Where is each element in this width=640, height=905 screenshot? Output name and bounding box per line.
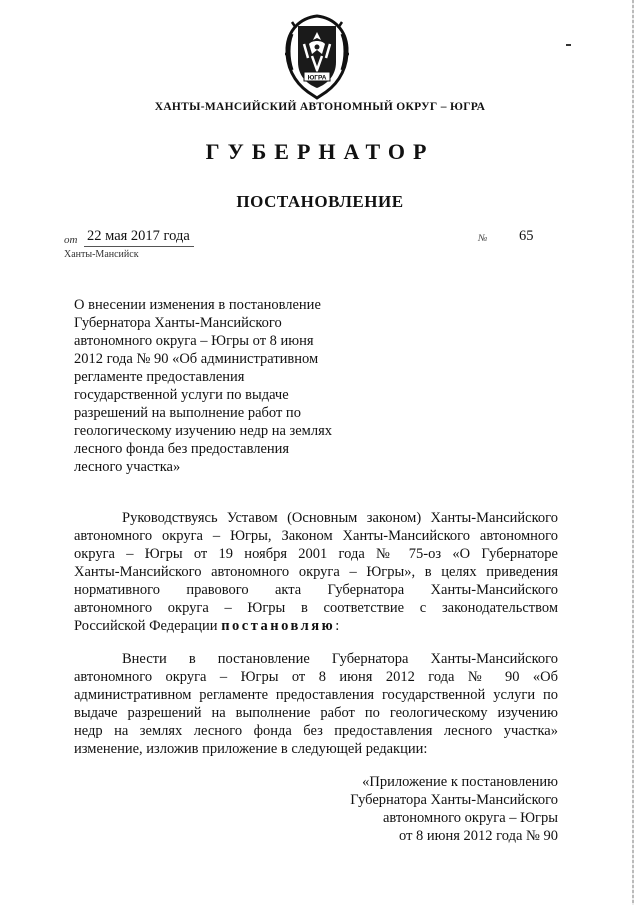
subject-line: государственной услуги по выдаче [74, 387, 289, 403]
appendix-line: от 8 июня 2012 года № 90 [399, 828, 558, 844]
resolve-lead: Российской Федерации [74, 618, 222, 634]
document-number: 65 [519, 228, 534, 244]
date-underline [84, 246, 194, 247]
number-prefix: № [478, 233, 488, 244]
paragraph-line [74, 617, 558, 635]
subject-line: Губернатора Ханты-Мансийского [74, 315, 282, 331]
subject-line: 2012 года № 90 «Об административном [74, 351, 319, 367]
subject-line: геологическому изучению недр на землях [74, 423, 333, 439]
emblem-ribbon-text: ЮГРА [307, 74, 327, 82]
coat-of-arms-emblem [282, 14, 352, 100]
scan-edge [632, 0, 634, 905]
paragraph-line: Руководствуясь Уставом (Основным законом) Ханты-Мансийского [122, 510, 558, 526]
paragraph-line: изменение, изложив приложение в следующей редакции: [74, 741, 428, 757]
subject-line: разрешений на выполнение работ по [74, 405, 301, 421]
appendix-line: автономного округа – Югры [382, 810, 558, 826]
preamble-paragraph [74, 509, 558, 635]
paragraph-line: Внести в постановление Губернатора Ханты-Мансийского [122, 651, 558, 667]
paragraph-line: административном регламенте предоставления государственной услуги по [74, 687, 558, 703]
document-place: Ханты-Мансийск [64, 249, 139, 260]
paragraph-line: округа – Югры от 19 ноября 2001 года № 75-оз «О Губернаторе [74, 546, 558, 562]
document-type: ПОСТАНОВЛЕНИЕ [236, 192, 404, 211]
subject-line: О внесении изменения в постановление [74, 297, 321, 313]
subject-line: лесного фонда без предоставления [74, 441, 290, 457]
paragraph-line: автономного округа – Югры в соответствие с законодательством [74, 600, 558, 616]
paragraph-line: недр на землях лесного фонда без предоставления лесного участка» [74, 723, 558, 739]
amendment-paragraph [74, 650, 558, 758]
region-title: ХАНТЫ-МАНСИЙСКИЙ АВТОНОМНЫЙ ОКРУГ – ЮГРА [154, 101, 486, 113]
subject-line: регламенте предоставления [74, 369, 245, 385]
paragraph-line: автономного округа – Югры от 8 июня 2012 года № 90 «Об [74, 669, 558, 685]
document-subject [74, 296, 374, 476]
date-prefix: от [64, 234, 78, 246]
resolve-word: постановляю [221, 618, 336, 634]
subject-line: лесного участка» [74, 459, 181, 475]
paragraph-line: Ханты-Мансийского автономного округа – Югры», в целях приведения [74, 564, 558, 580]
paragraph-line: нормативного правового акта Губернатора Ханты-Мансийского [74, 582, 558, 598]
paragraph-line: выдаче разрешений на выполнение работ по геологическому изучению [74, 705, 558, 721]
document-date: 22 мая 2017 года [87, 228, 190, 244]
resolve-colon: : [335, 618, 340, 634]
appendix-line: Губернатора Ханты-Мансийского [350, 792, 558, 808]
subject-line: автономного округа – Югры от 8 июня [74, 333, 314, 349]
appendix-line: «Приложение к постановлению [362, 774, 558, 790]
paragraph-line: автономного округа – Югры, Законом Ханты-Мансийского автономного [74, 528, 558, 544]
scan-mark [566, 44, 571, 46]
authority-title: ГУБЕРНАТОР [205, 139, 435, 164]
appendix-heading [350, 773, 558, 845]
